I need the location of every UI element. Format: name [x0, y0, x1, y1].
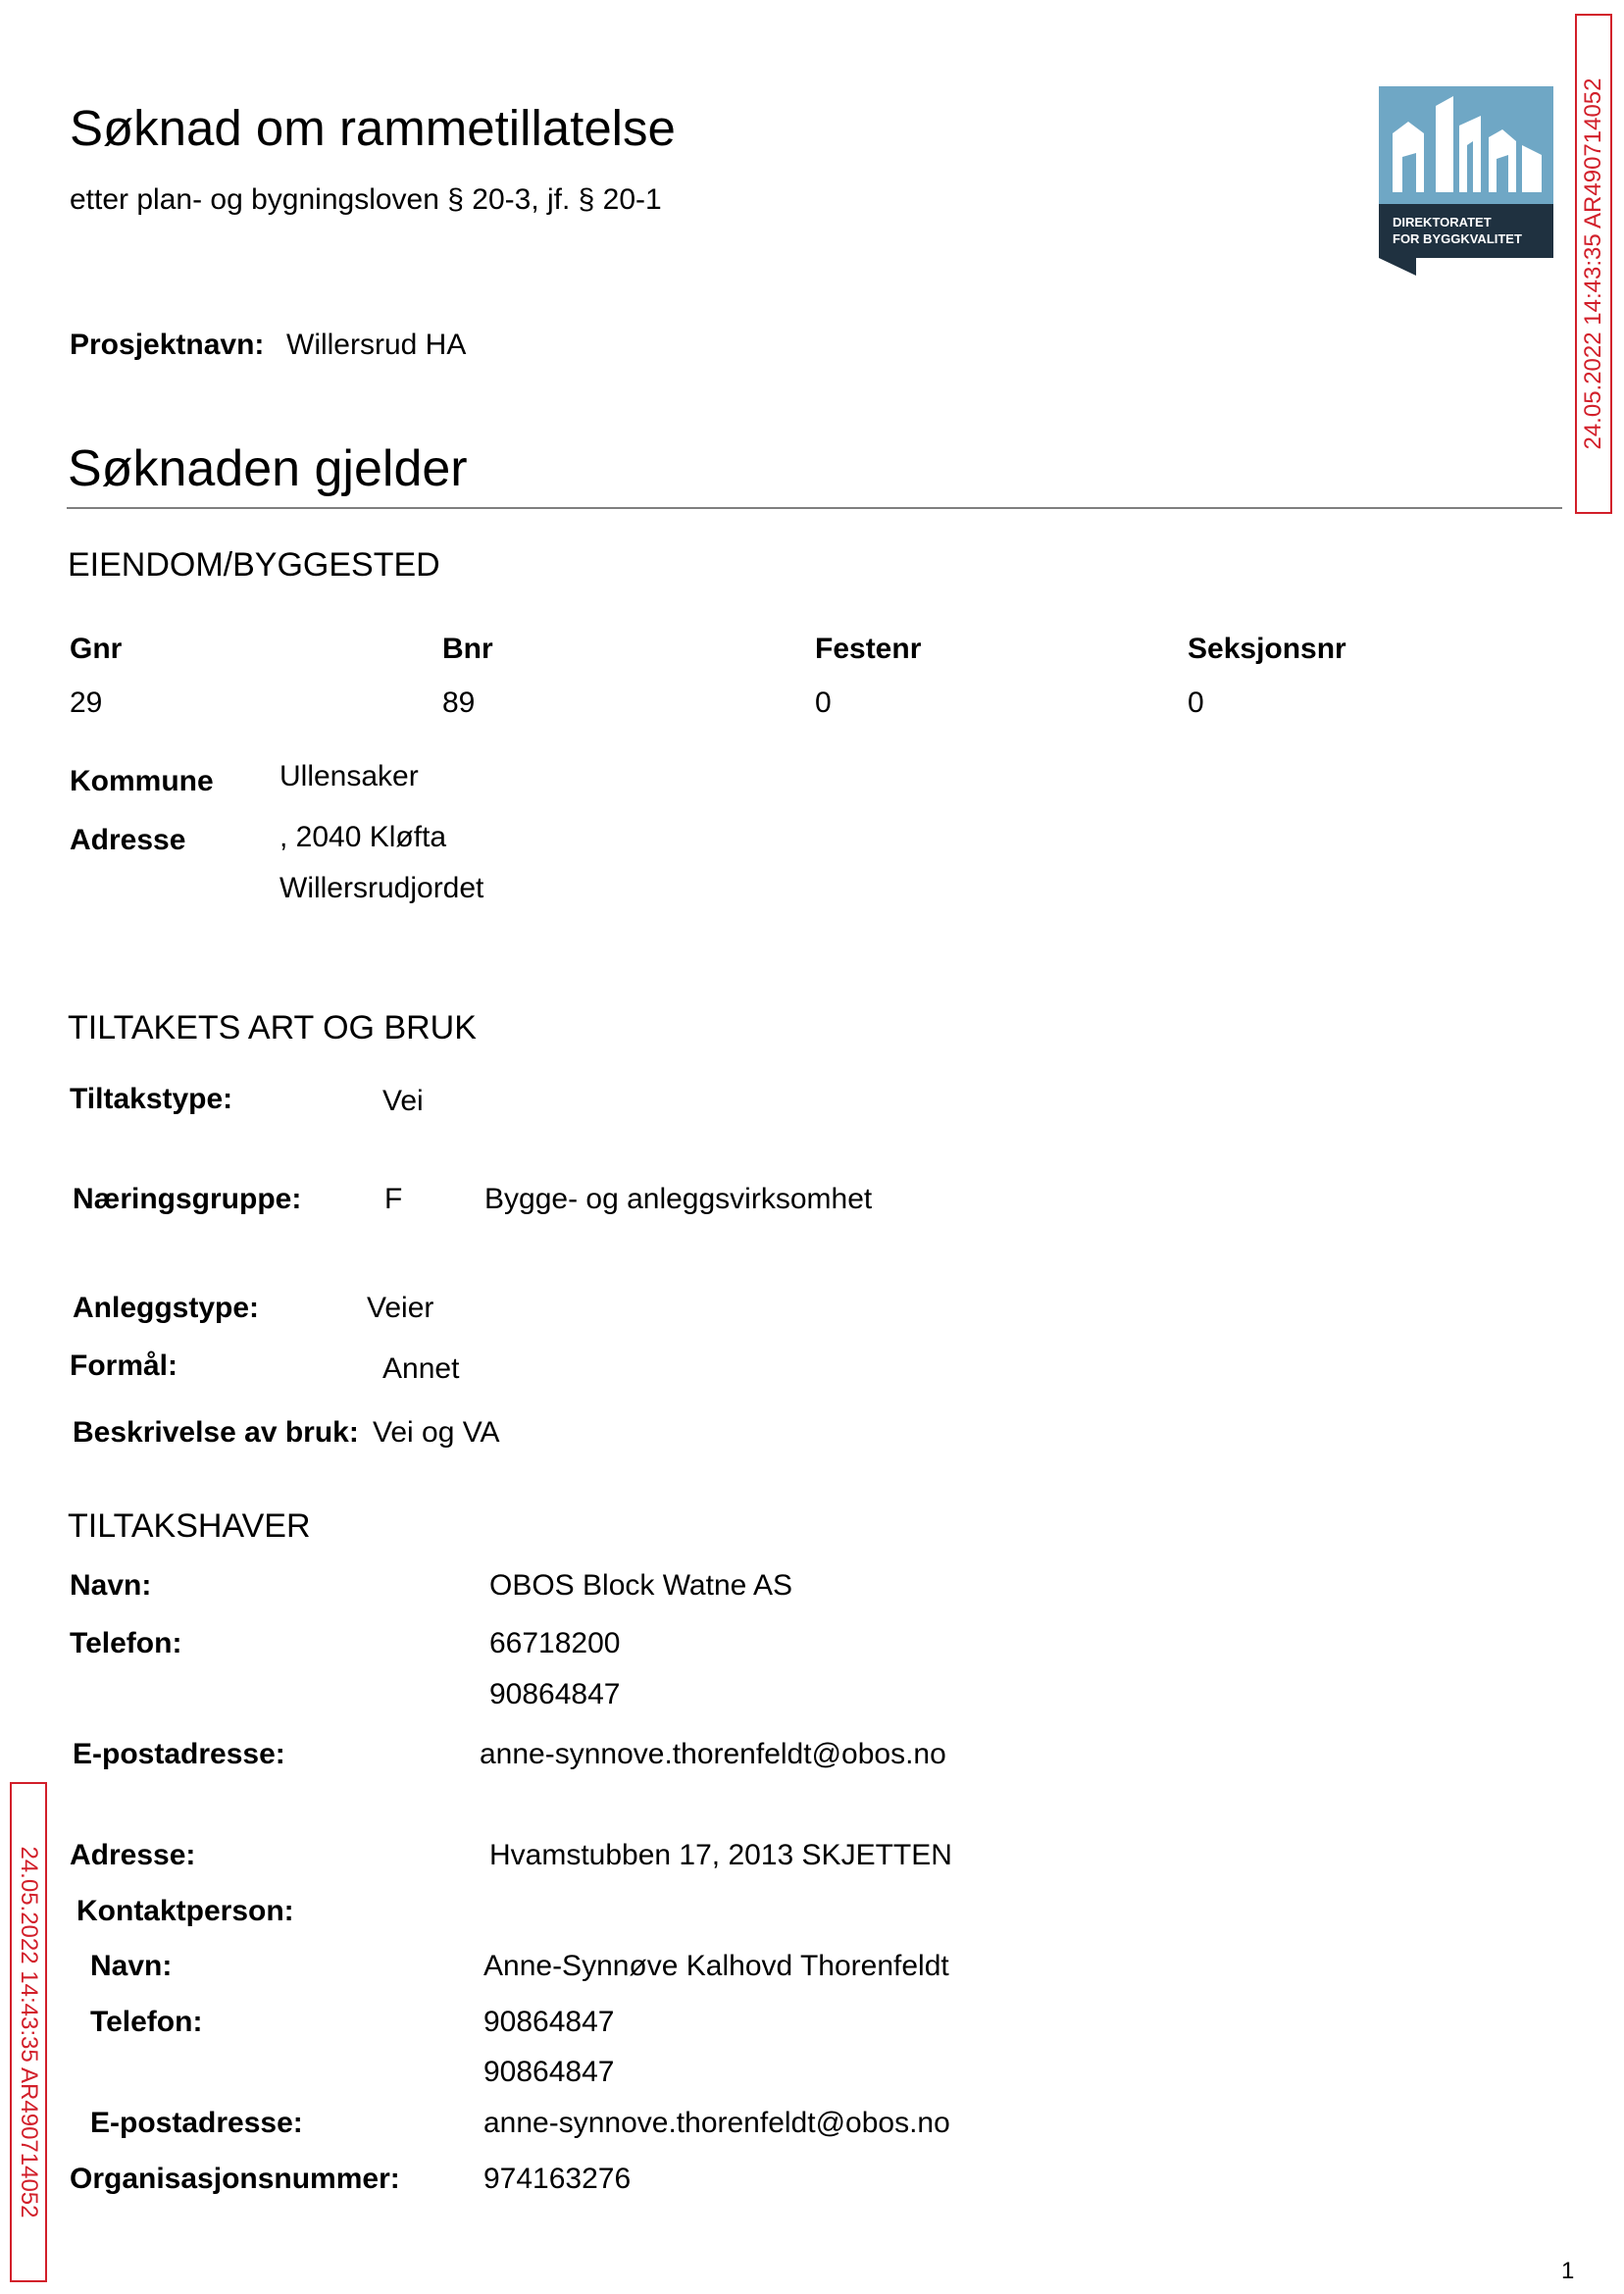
orgnr-label: Organisasjonsnummer: [70, 2163, 400, 2195]
tiltakshaver-epost-value: anne-synnove.thorenfeldt@obos.no [480, 1738, 946, 1770]
tiltakshaver-navn-value: OBOS Block Watne AS [489, 1569, 793, 1602]
naeringsgruppe-label: Næringsgruppe: [73, 1183, 302, 1215]
orgnr-value: 974163276 [483, 2163, 632, 2195]
tiltakshaver-heading: TILTAKSHAVER [68, 1507, 311, 1545]
logo-line1: DIREKTORATET [1393, 215, 1492, 229]
tiltakstype-label: Tiltakstype: [70, 1083, 233, 1115]
tiltakshaver-adresse-label: Adresse: [70, 1839, 196, 1871]
seksjonsnr-value: 0 [1188, 687, 1204, 719]
kontakt-epost-label: E-postadresse: [90, 2107, 303, 2139]
tiltak-heading: TILTAKETS ART OG BRUK [68, 1009, 477, 1046]
gnr-value: 29 [70, 687, 103, 719]
tiltakshaver-telefon-1: 66718200 [489, 1627, 621, 1659]
section-title: Søknaden gjelder [68, 440, 468, 497]
anleggstype-value: Veier [367, 1292, 434, 1324]
page-number: 1 [1561, 2258, 1575, 2284]
formal-label: Formål: [70, 1350, 178, 1382]
project-name-value: Willersrud HA [286, 329, 467, 361]
tiltakshaver-adresse-value: Hvamstubben 17, 2013 SKJETTEN [489, 1839, 952, 1871]
kontaktperson-label: Kontaktperson: [76, 1895, 294, 1927]
naeringsgruppe-text: Bygge- og anleggsvirksomhet [484, 1183, 873, 1215]
formal-value: Annet [382, 1352, 460, 1385]
page-title: Søknad om rammetillatelse [70, 100, 676, 156]
kontakt-navn-value: Anne-Synnøve Kalhovd Thorenfeldt [483, 1950, 949, 1982]
beskrivelse-label: Beskrivelse av bruk: [73, 1416, 359, 1449]
eiendom-heading: EIENDOM/BYGGESTED [68, 546, 440, 584]
festenr-value: 0 [815, 687, 832, 719]
project-name-label: Prosjektnavn: [70, 329, 265, 361]
kontakt-epost-value: anne-synnove.thorenfeldt@obos.no [483, 2107, 950, 2139]
gnr-label: Gnr [70, 633, 123, 665]
tiltakshaver-navn-label: Navn: [70, 1569, 152, 1602]
kontakt-navn-label: Navn: [90, 1950, 173, 1982]
adresse-line1: , 2040 Kløfta [279, 821, 447, 853]
adresse-label: Adresse [70, 824, 186, 856]
kontakt-telefon-2: 90864847 [483, 2056, 615, 2088]
seksjonsnr-label: Seksjonsnr [1188, 633, 1346, 665]
tiltakshaver-epost-label: E-postadresse: [73, 1738, 285, 1770]
kontakt-telefon-1: 90864847 [483, 2006, 615, 2038]
festenr-label: Festenr [815, 633, 922, 665]
date-stamp-right [1575, 14, 1612, 514]
kommune-value: Ullensaker [279, 760, 419, 792]
date-stamp-left [10, 1782, 47, 2282]
tiltakshaver-telefon-2: 90864847 [489, 1678, 621, 1710]
kommune-label: Kommune [70, 765, 214, 797]
beskrivelse-value: Vei og VA [373, 1416, 500, 1449]
logo-line2: FOR BYGGKVALITET [1393, 231, 1522, 246]
tiltakstype-value: Vei [382, 1085, 424, 1117]
page-subtitle: etter plan- og bygningsloven § 20-3, jf. § 20-1 [70, 183, 662, 216]
anleggstype-label: Anleggstype: [73, 1292, 260, 1324]
kontakt-telefon-label: Telefon: [90, 2006, 203, 2038]
tiltakshaver-telefon-label: Telefon: [70, 1627, 182, 1659]
bnr-label: Bnr [442, 633, 493, 665]
adresse-line2: Willersrudjordet [279, 872, 484, 904]
section-divider [67, 507, 1562, 509]
dibk-logo-icon [1379, 86, 1553, 276]
naeringsgruppe-code: F [384, 1183, 403, 1215]
date-stamp-text: 24.05.2022 14:43:35 AR490714052 [1580, 77, 1606, 450]
bnr-value: 89 [442, 687, 476, 719]
date-stamp-text: 24.05.2022 14:43:35 AR490714052 [16, 1846, 42, 2218]
